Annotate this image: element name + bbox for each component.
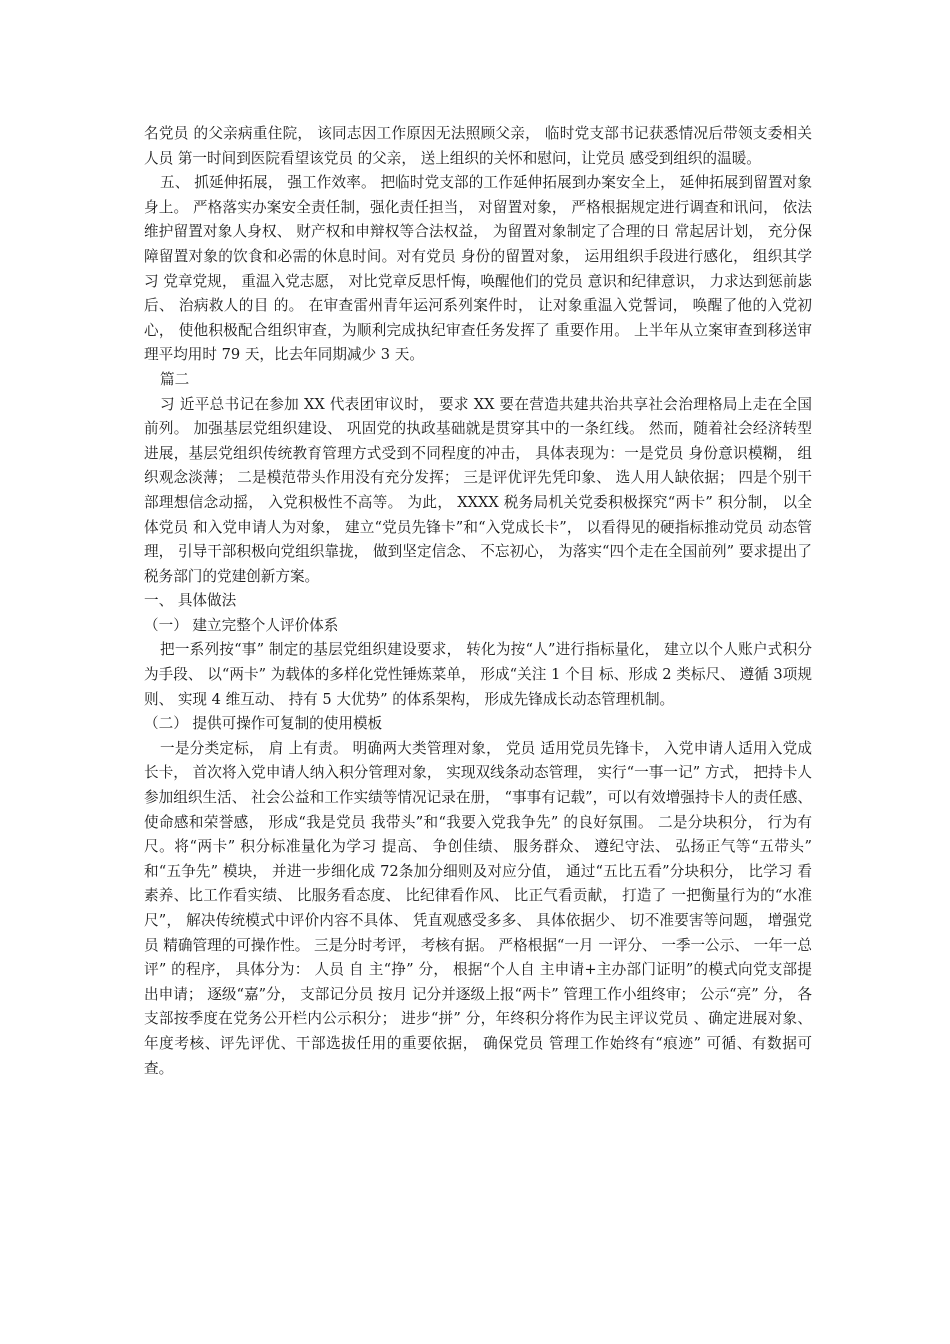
sub-heading-one: （一） 建立完整个人评价体系 xyxy=(144,616,339,634)
document-body xyxy=(144,122,812,1081)
paragraph-evaluation-system: 把一系列按“事” 制定的基层党组织建设要求， 转化为按“人”进行指标量化， 建立以个人账户式积分为手段、 以“两卡” 为载体的多样化党性锤炼菜单， 形成“关注 1 个目 标、形成 2 类标尺、 遵循 3项规则、 实现 4 维互动、 持有 5 大优势” 的体系架构， 形成先锋成长动态管理机制。 xyxy=(144,641,812,708)
paragraph-continuation: 名党员 的父亲病重住院， 该同志因工作原因无法照顾父亲， 临时党支部书记获悉情况后带领支委相关人员 第一时间到医院看望该党员 的父亲， 送上组织的关怀和慰问，让党员 感受到组织的温暖。 xyxy=(144,125,812,167)
paragraph-section-five: 五、 抓延伸拓展， 强工作效率。 把临时党支部的工作延伸拓展到办案安全上， 延伸拓展到留置对象身上。 严格落实办案安全责任制，强化责任担当， 对留置对象， 严格根据规定进行调查和讯问， 依法维护留置对象人身权、 财产权和申辩权等合法权益， 为留置对象制定了合理的日 常起居计划， 充分保障留置对象的饮食和必需的休息时间。对有党员 身份的留置对象， 运用组织手段进行感化， 组织其学习 党章党规， 重温入党志愿， 对比党章反思忏悔，唤醒他们的党员 意识和纪律意识， 力求达到惩前毖后、 治病救人的目 的。 在审查雷州青年运河系列案件时， 让对象重温入党誓词， 唤醒了他的入党初心， 使他积极配合组织审查，为顺利完成执纪审查任务发挥了 重要作用。 上半年从立案审查到移送审理平均用时 79 天，比去年同期减少 3 天。 xyxy=(144,174,812,364)
paragraph-intro: 习 近平总书记在参加 XX 代表团审议时， 要求 XX 要在营造共建共治共享社会治理格局上走在全国前列。 加强基层党组织建设、 巩固党的执政基础就是贯穿其中的一条红线。 然而，随着社会经济转型进展，基层党组织传统教育管理方式受到不同程度的冲击， 具体表现为：一是党员 身份意识模糊， 组织观念淡薄； 二是模范带头作用没有充分发挥； 三是评优评先凭印象、 选人用人缺依据； 四是个别干部理想信念动摇， 入党积极性不高等。 为此， XXXX 税务局机关党委积极探究“两卡” 积分制， 以全体党员 和入党申请人为对象， 建立“党员先锋卡”和“入党成长卡”， 以看得见的硬指标推动党员 动态管理， 引导干部积极向党组织靠拢， 做到坚定信念、 不忘初心， 为落实“四个走在全国前列” 要求提出了税务部门的党建创新方案。 xyxy=(144,395,812,585)
section-heading-methods: 一、 具体做法 xyxy=(144,592,237,610)
sub-heading-two: （二） 提供可操作可复制的使用模板 xyxy=(144,715,383,733)
paragraph-templates: 一是分类定标， 肩 上有责。 明确两大类管理对象， 党员 适用党员先锋卡， 入党申请人适用入党成长卡， 首次将入党申请人纳入积分管理对象， 实现双线条动态管理， 实行“一事一记” 方式， 把持卡人参加组织生活、 社会公益和工作实绩等情况记录在册， “事事有记载”，可以有效增强持卡人的责任感、 使命感和荣誉感， 形成“我是党员 我带头”和“我要入党我争先” 的良好氛围。 二是分块积分， 行为有尺。将“两卡” 积分标准量化为学习 提高、 争创佳绩、 服务群众、 遵纪守法、 弘扬正气等“五带头” 和“五争先” 模块， 并进一步细化成 72条加分细则及对应分值， 通过“五比五看”分块积分， 比学习 看素养、比工作看实绩、 比服务看态度、 比纪律看作风、 比正气看贡献， 打造了 一把衡量行为的“水准尺”， 解决传统模式中评价内容不具体、 凭直观感受多多、 具体依据少、 切不准要害等问题， 增强党员 精确管理的可操作性。 三是分时考评， 考核有据。 严格根据“一月 一评分、 一季一公示、 一年一总评” 的程序， 具体分为： 人员 自 主“挣” 分， 根据“个人自 主申请+主办部门证明”的模式向党支部提出申请； 逐级“嘉”分， 支部记分员 按月 记分并逐级上报“两卡” 管理工作小组终审； 公示“亮” 分， 各支部按季度在党务公开栏内公示积分； 进步“拼” 分，年终积分将作为民主评议党员 、确定进展对象、 年度考核、评先评优、干部选拔任用的重要依据， 确保党员 管理工作始终有“痕迹” 可循、有数据可查。 xyxy=(144,739,812,1077)
part-two-title: 篇二 xyxy=(160,370,190,388)
